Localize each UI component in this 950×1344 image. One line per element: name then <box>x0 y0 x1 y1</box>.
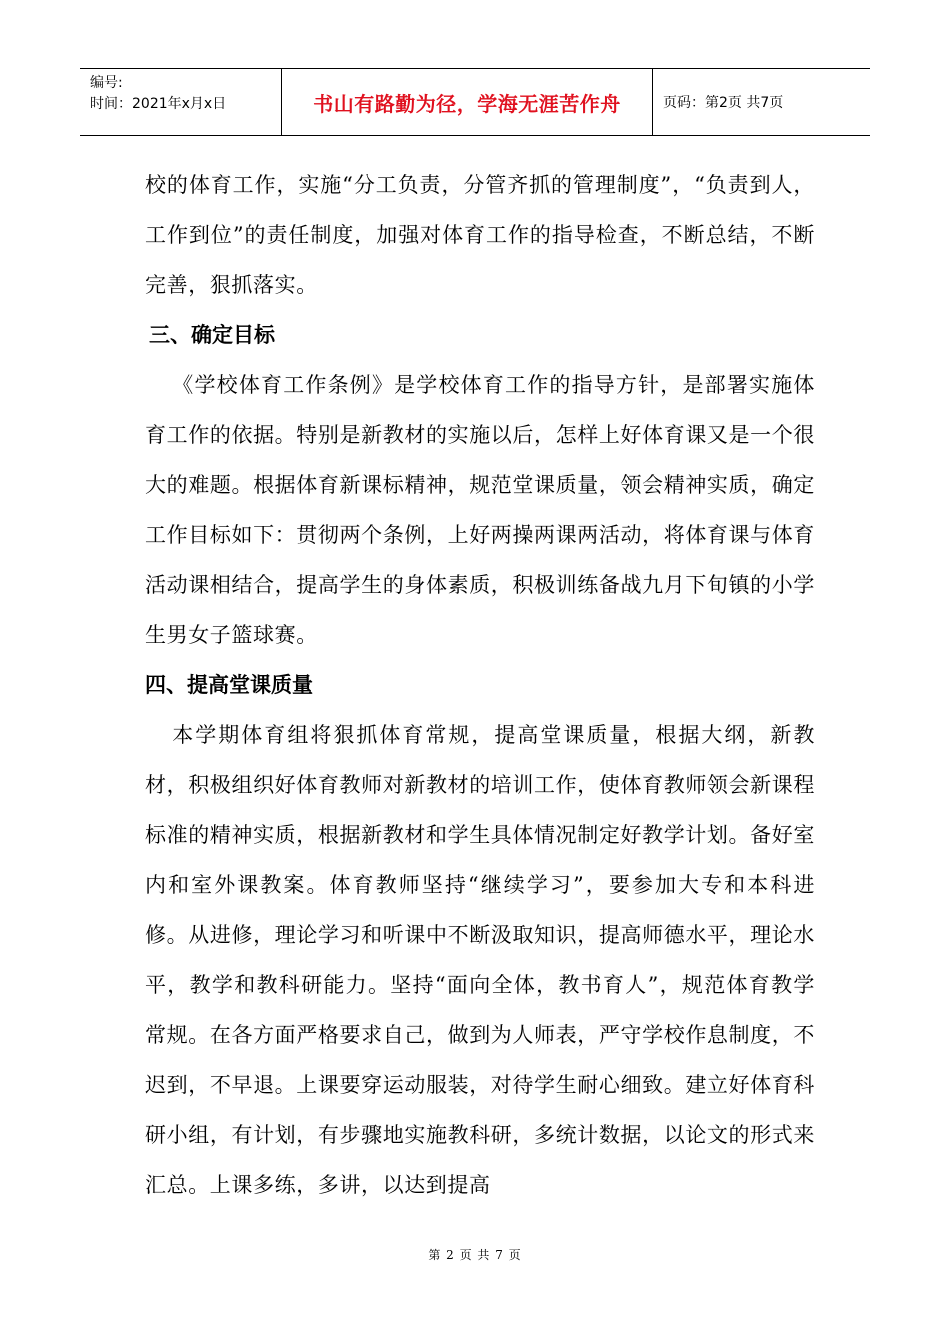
section-heading-goals: 三、确定目标 <box>149 323 275 347</box>
header-meta-cell <box>80 69 282 135</box>
document-number-label: 编号: <box>90 75 123 91</box>
paragraph-continued: 校的体育工作，实施“分工负责，分管齐抓的管理制度”，“负责到人，工作到位”的责任制度，加强对体育工作的指导检查，不断总结，不断完善，狠抓落实。 <box>145 173 815 297</box>
paragraph-goals: 《学校体育工作条例》是学校体育工作的指导方针，是部署实施体育工作的依据。特别是新教材的实施以后，怎样上好体育课又是一个很大的难题。根据体育新课标精神，规范堂课质量，领会精神实质，确定工作目标如下：贯彻两个条例，上好两操两课两活动，将体育课与体育活动课相结合，提高学生的身体素质，积极训练备战九月下旬镇的小学生男女子篮球赛。 <box>145 373 815 647</box>
section-heading-class-quality: 四、提高堂课质量 <box>145 673 313 697</box>
document-body <box>145 160 815 1210</box>
document-header <box>80 68 870 136</box>
header-motto: 书山有路勤为径，学海无涯苦作舟 <box>282 69 653 135</box>
document-time-label: 时间：2021年x月x日 <box>90 96 227 112</box>
page-footer: 第 2 页 共 7 页 <box>428 1248 522 1262</box>
header-page-code: 页码：第2页 共7页 <box>663 95 784 111</box>
paragraph-class-quality: 本学期体育组将狠抓体育常规，提高堂课质量，根据大纲，新教材，积极组织好体育教师对新教材的培训工作，使体育教师领会新课程标准的精神实质，根据新教材和学生具体情况制定好教学计划。备好室内和室外课教案。体育教师坚持“继续学习”，要参加大专和本科进修。从进修，理论学习和听课中不断汲取知识，提高师德水平，理论水平，教学和教科研能力。坚持“面向全体，教书育人”，规范体育教学常规。在各方面严格要求自己，做到为人师表，严守学校作息制度，不迟到，不早退。上课要穿运动服装，对待学生耐心细致。建立好体育科研小组，有计划，有步骤地实施教科研，多统计数据，以论文的形式来汇总。上课多练，多讲，以达到提高 <box>145 723 815 1197</box>
